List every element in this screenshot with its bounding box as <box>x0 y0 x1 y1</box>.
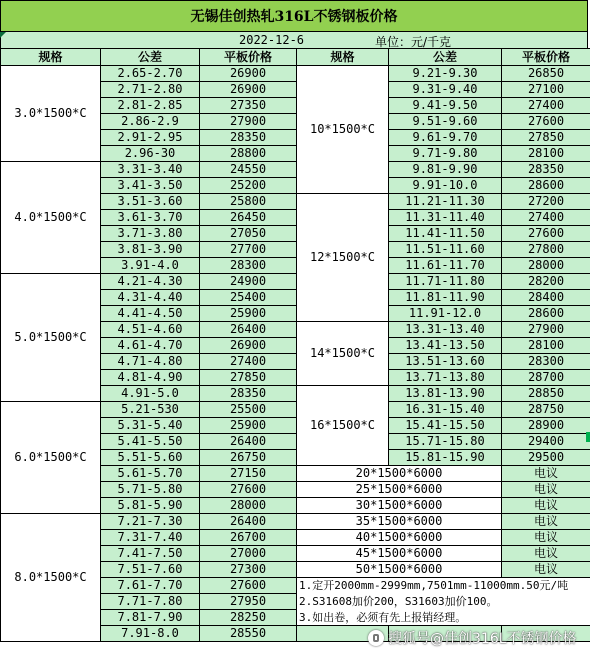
spec-cell: 16*1500*C <box>297 386 389 466</box>
tolerance-cell: 9.51-9.60 <box>389 114 502 130</box>
tolerance-cell: 3.51-3.60 <box>101 194 200 210</box>
table-row <box>1 402 590 418</box>
tolerance-cell: 9.41-9.50 <box>389 98 502 114</box>
tolerance-cell: 7.61-7.70 <box>101 578 200 594</box>
edge-marker <box>586 432 590 442</box>
tolerance-cell: 11.51-11.60 <box>389 242 502 258</box>
spec-cell: 25*1500*6000 <box>297 482 502 498</box>
date-unit-row <box>0 32 588 48</box>
tolerance-cell: 7.81-7.90 <box>101 610 200 626</box>
tolerance-cell: 9.31-9.40 <box>389 82 502 98</box>
tolerance-cell: 11.41-11.50 <box>389 226 502 242</box>
price-cell: 24900 <box>200 274 297 290</box>
note-line: 3.如出卷，必须有先上报销经理。 <box>297 610 590 626</box>
price-unit: 单位：元/千克 <box>375 35 452 49</box>
price-cell: 27000 <box>200 546 297 562</box>
price-cell: 29500 <box>502 450 590 466</box>
price-cell: 26400 <box>200 514 297 530</box>
price-cell: 28350 <box>200 386 297 402</box>
price-cell: 27900 <box>502 322 590 338</box>
price-cell: 28350 <box>200 130 297 146</box>
tolerance-cell: 13.81-13.90 <box>389 386 502 402</box>
tolerance-cell: 4.41-4.50 <box>101 306 200 322</box>
spec-cell: 30*1500*6000 <box>297 498 502 514</box>
price-date: 2022-12-6 <box>239 33 305 47</box>
price-cell: 电议 <box>502 498 590 514</box>
table-row <box>1 514 590 530</box>
price-cell: 26400 <box>200 434 297 450</box>
price-cell: 26700 <box>200 530 297 546</box>
price-cell: 28850 <box>502 386 590 402</box>
watermark <box>368 628 577 648</box>
spec-cell: 10*1500*C <box>297 66 389 194</box>
tolerance-cell: 4.91-5.0 <box>101 386 200 402</box>
header-spec-right: 规格 <box>297 49 389 66</box>
camera-icon <box>368 630 384 646</box>
price-cell: 27050 <box>200 226 297 242</box>
header-price-left: 平板价格 <box>200 49 297 66</box>
price-cell: 27300 <box>200 562 297 578</box>
price-cell: 28700 <box>502 370 590 386</box>
tolerance-cell: 5.51-5.60 <box>101 450 200 466</box>
tolerance-cell: 9.91-10.0 <box>389 178 502 194</box>
price-cell: 27800 <box>502 242 590 258</box>
tolerance-cell: 4.31-4.40 <box>101 290 200 306</box>
price-cell: 27600 <box>200 482 297 498</box>
tolerance-cell: 2.71-2.80 <box>101 82 200 98</box>
tolerance-cell: 4.21-4.30 <box>101 274 200 290</box>
tolerance-cell: 13.51-13.60 <box>389 354 502 370</box>
price-cell: 25500 <box>200 402 297 418</box>
price-cell: 28550 <box>200 626 297 642</box>
tolerance-cell: 3.61-3.70 <box>101 210 200 226</box>
spec-cell: 35*1500*6000 <box>297 514 502 530</box>
price-cell: 24550 <box>200 162 297 178</box>
tolerance-cell: 4.61-4.70 <box>101 338 200 354</box>
tolerance-cell: 5.71-5.80 <box>101 482 200 498</box>
price-cell: 28200 <box>502 274 590 290</box>
spec-cell: 4.0*1500*C <box>1 162 101 274</box>
spec-cell: 6.0*1500*C <box>1 402 101 514</box>
tolerance-cell: 7.41-7.50 <box>101 546 200 562</box>
header-tolerance-right: 公差 <box>389 49 502 66</box>
spec-cell: 20*1500*6000 <box>297 466 502 482</box>
tolerance-cell: 13.71-13.80 <box>389 370 502 386</box>
tolerance-cell: 2.86-2.9 <box>101 114 200 130</box>
price-cell: 27600 <box>502 226 590 242</box>
sheet-title: 无锡佳创热轧316L不锈钢板价格 <box>0 0 588 32</box>
tolerance-cell: 15.81-15.90 <box>389 450 502 466</box>
price-cell: 27400 <box>502 98 590 114</box>
spec-cell: 5.0*1500*C <box>1 274 101 402</box>
price-cell: 27150 <box>200 466 297 482</box>
tolerance-cell: 11.31-11.40 <box>389 210 502 226</box>
price-cell: 28000 <box>502 258 590 274</box>
price-cell: 28400 <box>502 290 590 306</box>
price-cell: 25400 <box>200 290 297 306</box>
tolerance-cell: 2.81-2.85 <box>101 98 200 114</box>
tolerance-cell: 4.71-4.80 <box>101 354 200 370</box>
tolerance-cell: 3.91-4.0 <box>101 258 200 274</box>
price-cell: 27850 <box>200 370 297 386</box>
price-cell: 26750 <box>200 450 297 466</box>
price-cell: 28350 <box>502 162 590 178</box>
price-cell: 电议 <box>502 514 590 530</box>
price-cell: 27400 <box>200 354 297 370</box>
price-cell: 27350 <box>200 98 297 114</box>
tolerance-cell: 7.91-8.0 <box>101 626 200 642</box>
tolerance-cell: 9.21-9.30 <box>389 66 502 82</box>
table-row <box>1 66 590 82</box>
price-table <box>0 48 590 642</box>
price-cell: 27400 <box>502 210 590 226</box>
tolerance-cell: 13.41-13.50 <box>389 338 502 354</box>
price-cell: 25200 <box>200 178 297 194</box>
price-cell: 28300 <box>502 354 590 370</box>
spec-cell: 40*1500*6000 <box>297 530 502 546</box>
tolerance-cell: 16.31-15.40 <box>389 402 502 418</box>
watermark-text: 搜狐号@佳创316L不锈钢价格 <box>388 631 577 647</box>
tolerance-cell: 4.51-4.60 <box>101 322 200 338</box>
tolerance-cell: 15.41-15.50 <box>389 418 502 434</box>
tolerance-cell: 3.41-3.50 <box>101 178 200 194</box>
price-cell: 27200 <box>502 194 590 210</box>
price-cell: 26450 <box>200 210 297 226</box>
price-cell: 27100 <box>502 82 590 98</box>
tolerance-cell: 5.31-5.40 <box>101 418 200 434</box>
tolerance-cell: 7.21-7.30 <box>101 514 200 530</box>
tolerance-cell: 5.81-5.90 <box>101 498 200 514</box>
price-cell: 25800 <box>200 194 297 210</box>
tolerance-cell: 3.71-3.80 <box>101 226 200 242</box>
tolerance-cell: 2.65-2.70 <box>101 66 200 82</box>
price-cell: 28300 <box>200 258 297 274</box>
table-row <box>1 274 590 290</box>
spec-cell: 12*1500*C <box>297 194 389 322</box>
header-price-right: 平板价格 <box>502 49 590 66</box>
price-cell: 26900 <box>200 338 297 354</box>
spec-cell: 3.0*1500*C <box>1 66 101 162</box>
table-header-row <box>1 49 590 66</box>
price-cell: 26900 <box>200 82 297 98</box>
tolerance-cell: 2.96-30 <box>101 146 200 162</box>
tolerance-cell: 3.31-3.40 <box>101 162 200 178</box>
price-cell: 28250 <box>200 610 297 626</box>
price-cell: 25900 <box>200 418 297 434</box>
tolerance-cell: 13.31-13.40 <box>389 322 502 338</box>
price-cell: 电议 <box>502 562 590 578</box>
tolerance-cell: 2.91-2.95 <box>101 130 200 146</box>
price-cell: 28600 <box>502 306 590 322</box>
table-row <box>1 162 590 178</box>
price-cell: 电议 <box>502 546 590 562</box>
tolerance-cell: 11.61-11.70 <box>389 258 502 274</box>
price-cell: 26400 <box>200 322 297 338</box>
price-cell: 25900 <box>200 306 297 322</box>
tolerance-cell: 7.71-7.80 <box>101 594 200 610</box>
price-cell: 电议 <box>502 466 590 482</box>
price-cell: 27600 <box>200 578 297 594</box>
spec-cell: 8.0*1500*C <box>1 514 101 642</box>
tolerance-cell: 11.21-11.30 <box>389 194 502 210</box>
price-cell: 26850 <box>502 66 590 82</box>
price-cell: 27950 <box>200 594 297 610</box>
price-cell: 28900 <box>502 418 590 434</box>
price-cell: 电议 <box>502 530 590 546</box>
tolerance-cell: 9.61-9.70 <box>389 130 502 146</box>
price-cell: 28100 <box>502 338 590 354</box>
price-cell: 28000 <box>200 498 297 514</box>
price-cell: 29400 <box>502 434 590 450</box>
tolerance-cell: 11.91-12.0 <box>389 306 502 322</box>
price-cell: 28800 <box>200 146 297 162</box>
price-cell: 27850 <box>502 130 590 146</box>
tolerance-cell: 3.81-3.90 <box>101 242 200 258</box>
header-tolerance-left: 公差 <box>101 49 200 66</box>
tolerance-cell: 11.81-11.90 <box>389 290 502 306</box>
tolerance-cell: 4.81-4.90 <box>101 370 200 386</box>
tolerance-cell: 15.71-15.80 <box>389 434 502 450</box>
price-cell: 27700 <box>200 242 297 258</box>
price-cell: 27600 <box>502 114 590 130</box>
cell-corner-marker <box>0 32 6 38</box>
spec-cell: 45*1500*6000 <box>297 546 502 562</box>
tolerance-cell: 7.51-7.60 <box>101 562 200 578</box>
tolerance-cell: 5.21-530 <box>101 402 200 418</box>
price-cell: 28600 <box>502 178 590 194</box>
header-spec-left: 规格 <box>1 49 101 66</box>
price-cell: 27900 <box>200 114 297 130</box>
tolerance-cell: 9.71-9.80 <box>389 146 502 162</box>
price-cell: 28750 <box>502 402 590 418</box>
tolerance-cell: 5.41-5.50 <box>101 434 200 450</box>
spec-cell: 14*1500*C <box>297 322 389 386</box>
note-line: 1.定开2000mm-2999mm,7501mm-11000mm.50元/吨 <box>297 578 590 594</box>
price-cell: 电议 <box>502 482 590 498</box>
note-line: 2.S31608加价200，S31603加价100。 <box>297 594 590 610</box>
tolerance-cell: 9.81-9.90 <box>389 162 502 178</box>
tolerance-cell: 11.71-11.80 <box>389 274 502 290</box>
tolerance-cell: 7.31-7.40 <box>101 530 200 546</box>
price-cell: 28100 <box>502 146 590 162</box>
tolerance-cell: 5.61-5.70 <box>101 466 200 482</box>
spec-cell: 50*1500*6000 <box>297 562 502 578</box>
price-cell: 26900 <box>200 66 297 82</box>
